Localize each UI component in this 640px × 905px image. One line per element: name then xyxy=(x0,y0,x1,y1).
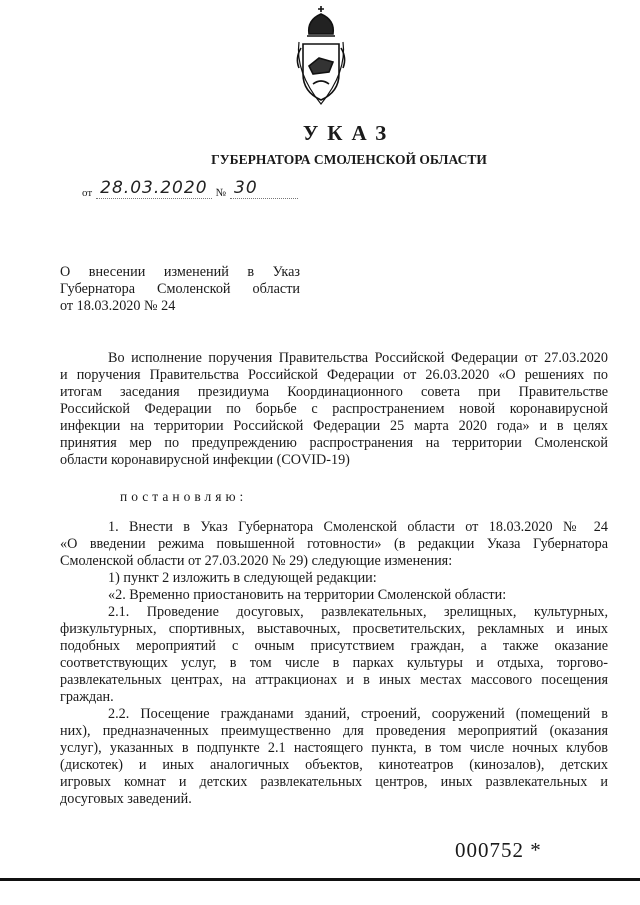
text-line: области коронавирусной инфекции (COVID-19) xyxy=(60,452,350,468)
document-title: УКАЗ xyxy=(302,121,396,145)
date-prefix: от xyxy=(82,187,93,199)
number-prefix: № xyxy=(215,187,227,199)
text-line: Губернатора Смоленской области xyxy=(60,281,300,297)
text-line: «О введении режима повышенной готовности» (в редакции Указа Губернатора xyxy=(60,536,608,552)
text-line: граждан. xyxy=(60,689,114,705)
text-line: итогам заседания президиума Координационного совета при Правительстве xyxy=(60,384,608,400)
text-line: (дискотек) и иных аналогичных объектов, кинотеатров (кинозалов), детских xyxy=(60,757,608,773)
text-line: развлекательных центрах, на аттракционах и в иных местах массового посещения xyxy=(60,672,608,688)
text-line: принятия мер по предупреждению распространения на территории Смоленской xyxy=(60,435,608,451)
text-line: Смоленской области от 27.03.2020 № 29) следующие изменения: xyxy=(60,553,453,569)
text-line: и поручения Правительства Российской Федерации от 26.03.2020 «О решениях по xyxy=(60,367,608,383)
text-line: «2. Временно приостановить на территории Смоленской области: xyxy=(108,587,507,603)
text-line: 2.2. Посещение гражданами зданий, строений, сооружений (помещений в xyxy=(108,706,608,722)
text-line: них), предназначенных преимущественно для проведения мероприятий (оказания xyxy=(60,723,608,739)
handwritten-date: 28.03.2020 xyxy=(96,178,211,199)
decree-word: постановляю: xyxy=(120,489,248,504)
decree-body xyxy=(60,519,608,808)
serial-number: 000752 * xyxy=(455,838,542,862)
preamble-paragraph xyxy=(60,350,608,469)
smolensk-coat-of-arms-emblem xyxy=(293,4,349,108)
text-line: инфекции на территории Российской Федерации 25 марта 2020 года» и в целях xyxy=(60,418,608,434)
date-number-line xyxy=(82,178,298,199)
text-line: 2.1. Проведение досуговых, развлекательных, зрелищных, культурных, xyxy=(108,604,608,620)
handwritten-number: 30 xyxy=(230,178,298,199)
text-line: О внесении изменений в Указ xyxy=(60,264,300,280)
text-line: соответствующих услуг, в том числе в парках культуры и отдыха, торгово- xyxy=(60,655,608,671)
text-line: услуг), указанных в подпункте 2.1 настоящего пункта, в том числе ночных клубов xyxy=(60,740,608,756)
document-issuer: ГУБЕРНАТОРА СМОЛЕНСКОЙ ОБЛАСТИ xyxy=(211,152,487,167)
text-line: Российской Федерации по борьбе с распространением новой коронавирусной xyxy=(60,401,608,417)
document-subject xyxy=(60,264,300,315)
bottom-rule xyxy=(0,878,640,881)
text-line: Во исполнение поручения Правительства Российской Федерации от 27.03.2020 xyxy=(108,350,608,366)
text-line: игровых комнат и детских развлекательных центров, иных развлекательных и xyxy=(60,774,608,790)
text-line: подобных мероприятий с очным присутствием граждан, а также оказание xyxy=(60,638,608,654)
text-line: физкультурных, спортивных, выставочных, просветительских, рекламных и иных xyxy=(60,621,608,637)
text-line: 1) пункт 2 изложить в следующей редакции: xyxy=(108,570,377,586)
text-line: от 18.03.2020 № 24 xyxy=(60,298,176,314)
text-line: досуговых заведений. xyxy=(60,791,192,807)
text-line: 1. Внести в Указ Губернатора Смоленской области от 18.03.2020 № 24 xyxy=(108,519,608,535)
